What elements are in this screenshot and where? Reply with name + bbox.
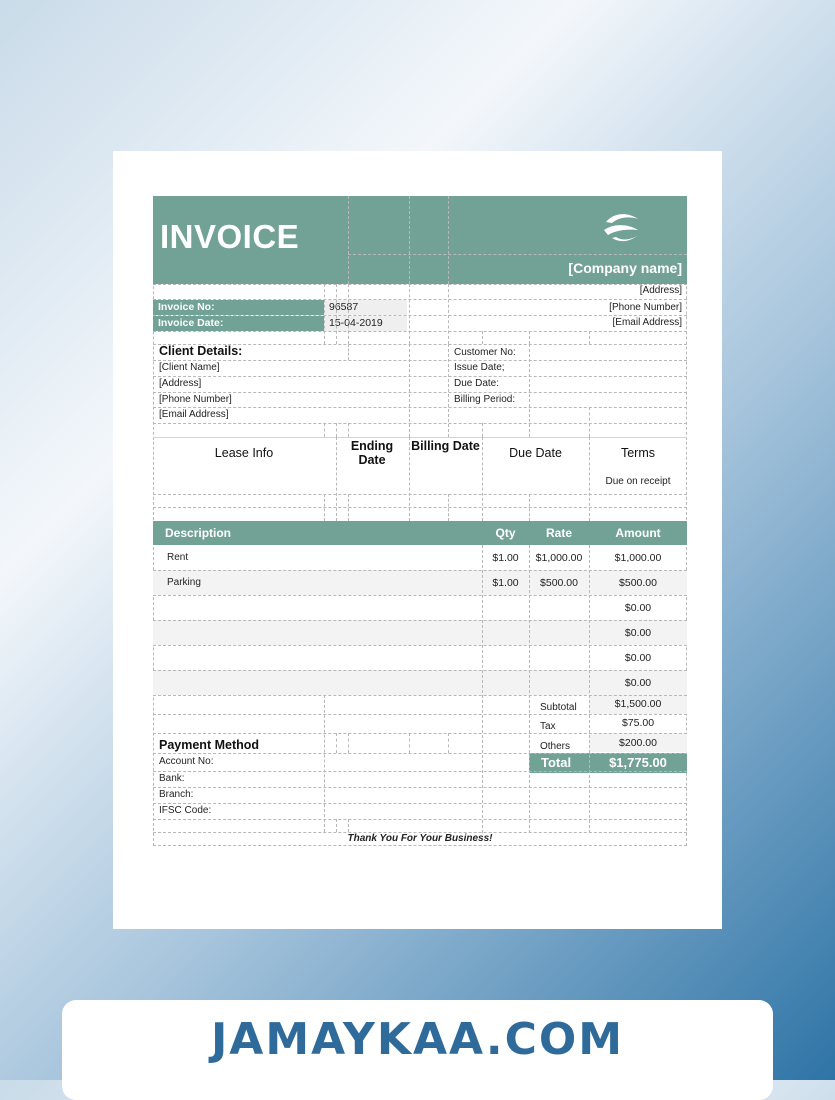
grid-line bbox=[153, 695, 687, 696]
invoice-header bbox=[153, 196, 687, 284]
item-description: Parking bbox=[167, 577, 201, 588]
issue-date-label: Issue Date; bbox=[454, 362, 505, 373]
grid-line bbox=[153, 771, 687, 772]
grid-line bbox=[324, 423, 325, 437]
client-phone: [Phone Number] bbox=[159, 394, 232, 405]
grid-line bbox=[153, 331, 687, 332]
total-row bbox=[529, 753, 687, 773]
grid-line bbox=[482, 545, 483, 833]
grid-line bbox=[409, 344, 410, 437]
grid-line bbox=[529, 331, 530, 344]
grid-line bbox=[348, 733, 349, 753]
billing-date-header: Billing Date bbox=[411, 439, 480, 453]
grid-line bbox=[348, 423, 349, 437]
grid-line bbox=[153, 620, 687, 621]
grid-line bbox=[153, 670, 687, 671]
grid-line bbox=[529, 545, 530, 833]
table-row bbox=[153, 570, 687, 595]
client-email: [Email Address] bbox=[159, 409, 229, 420]
client-name: [Client Name] bbox=[159, 362, 220, 373]
due-date-label: Due Date: bbox=[454, 378, 500, 389]
billing-period-label: Billing Period: bbox=[454, 394, 516, 405]
grid-line bbox=[589, 437, 590, 521]
grid-line bbox=[336, 284, 337, 344]
invoice-date-label: Invoice Date: bbox=[153, 316, 324, 331]
grid-line bbox=[482, 331, 483, 344]
total-value: $1,775.00 bbox=[609, 755, 667, 770]
invoice-date-value: 15-04-2019 bbox=[329, 317, 383, 329]
grid-line bbox=[153, 570, 687, 571]
company-phone: [Phone Number] bbox=[609, 302, 682, 313]
grid-line bbox=[153, 733, 687, 734]
ending-date-header: Ending Date bbox=[350, 439, 394, 467]
grid-line bbox=[324, 695, 325, 832]
site-name: JAMAYKAA.COM bbox=[210, 1014, 625, 1065]
description-header: Description bbox=[165, 526, 232, 540]
grid-line bbox=[153, 832, 687, 833]
grid-line bbox=[482, 423, 483, 437]
grid-line bbox=[153, 507, 687, 508]
item-qty: $1.00 bbox=[492, 552, 519, 564]
client-details-heading: Client Details: bbox=[159, 344, 243, 358]
grid-line bbox=[529, 344, 530, 437]
others-value: $200.00 bbox=[619, 737, 657, 749]
grid-line bbox=[448, 494, 449, 521]
grid-line bbox=[529, 494, 530, 521]
table-row bbox=[153, 595, 687, 620]
lease-info-header: Lease Info bbox=[214, 446, 274, 460]
grid-line bbox=[153, 407, 687, 408]
item-qty: $1.00 bbox=[492, 577, 519, 589]
grid-line bbox=[153, 423, 687, 424]
rate-header: Rate bbox=[545, 526, 572, 540]
qty-header: Qty bbox=[495, 526, 516, 540]
grid-line bbox=[324, 284, 325, 344]
grid-line bbox=[153, 494, 687, 495]
grid-line bbox=[348, 344, 349, 360]
terms-value: Due on receipt bbox=[605, 476, 671, 487]
invoice-no-label: Invoice No: bbox=[153, 300, 324, 315]
item-amount: $0.00 bbox=[624, 602, 652, 614]
item-amount: $0.00 bbox=[624, 627, 652, 639]
grid-line bbox=[153, 360, 687, 361]
grid-line bbox=[153, 753, 687, 754]
grid-line bbox=[336, 733, 337, 753]
branch-label: Branch: bbox=[159, 789, 194, 800]
grid-line bbox=[409, 196, 410, 284]
grid-line bbox=[348, 819, 349, 832]
invoice-page bbox=[113, 151, 722, 929]
grid-line bbox=[409, 733, 410, 753]
item-description: Rent bbox=[167, 552, 189, 563]
company-email: [Email Address] bbox=[612, 317, 682, 328]
company-name: [Company name] bbox=[568, 260, 682, 276]
tax-value: $75.00 bbox=[621, 717, 655, 729]
grid-line bbox=[153, 392, 687, 393]
grid-line bbox=[153, 645, 687, 646]
due-date-header: Due Date bbox=[509, 446, 562, 460]
item-amount: $500.00 bbox=[619, 577, 657, 589]
client-address: [Address] bbox=[159, 378, 202, 389]
payment-method-heading: Payment Method bbox=[159, 738, 260, 752]
grid-line bbox=[409, 284, 410, 344]
table-row bbox=[153, 620, 687, 645]
grid-line bbox=[448, 196, 449, 284]
table-row bbox=[153, 670, 687, 695]
grid-line bbox=[153, 284, 687, 285]
others-label: Others bbox=[540, 741, 571, 752]
item-amount: $0.00 bbox=[624, 652, 652, 664]
grid-line bbox=[153, 787, 687, 788]
thank-you-note: Thank You For Your Business! bbox=[347, 833, 493, 844]
invoice-title: INVOICE bbox=[160, 218, 300, 255]
grid-line bbox=[448, 344, 449, 437]
grid-line bbox=[348, 196, 349, 284]
tax-label: Tax bbox=[540, 721, 556, 732]
terms-header: Terms bbox=[620, 446, 656, 460]
account-no-label: Account No: bbox=[159, 756, 214, 767]
grid-line bbox=[153, 803, 687, 804]
bank-label: Bank: bbox=[159, 773, 185, 784]
grid-line bbox=[153, 315, 687, 316]
grid-line bbox=[448, 733, 449, 753]
table-row bbox=[153, 645, 687, 670]
grid-line bbox=[153, 595, 687, 596]
item-rate: $500.00 bbox=[540, 577, 578, 589]
grid-line bbox=[336, 437, 337, 521]
item-amount: $0.00 bbox=[624, 677, 652, 689]
grid-line bbox=[482, 437, 483, 521]
grid-line bbox=[153, 376, 687, 377]
company-logo-icon bbox=[602, 210, 642, 244]
items-table-header bbox=[153, 521, 687, 545]
grid-line bbox=[153, 714, 687, 715]
grid-line bbox=[153, 299, 687, 300]
total-label: Total bbox=[541, 755, 572, 770]
grid-line bbox=[348, 284, 349, 344]
grid-line bbox=[348, 254, 687, 255]
subtotal-value: $1,500.00 bbox=[614, 698, 662, 710]
grid-line bbox=[348, 494, 349, 521]
company-address: [Address] bbox=[639, 285, 682, 296]
invoice-no-value: 96587 bbox=[329, 301, 359, 313]
item-amount: $1,000.00 bbox=[614, 552, 662, 564]
grid-line bbox=[409, 437, 410, 521]
grid-line bbox=[589, 331, 590, 344]
invoice-sheet bbox=[153, 196, 687, 846]
grid-line bbox=[336, 423, 337, 437]
item-rate: $1,000.00 bbox=[535, 552, 583, 564]
grid-line bbox=[153, 344, 687, 345]
site-banner bbox=[62, 1000, 773, 1100]
customer-no-label: Customer No: bbox=[454, 347, 516, 358]
grid-line bbox=[324, 494, 325, 521]
grid-line bbox=[589, 407, 590, 437]
amount-header: Amount bbox=[615, 526, 661, 540]
grid-line bbox=[589, 545, 590, 833]
grid-line bbox=[448, 284, 449, 344]
subtotal-label: Subtotal bbox=[540, 702, 577, 713]
grid-line bbox=[153, 819, 687, 820]
ifsc-code-label: IFSC Code: bbox=[159, 805, 212, 816]
table-row bbox=[153, 545, 687, 570]
grid-line bbox=[336, 819, 337, 832]
